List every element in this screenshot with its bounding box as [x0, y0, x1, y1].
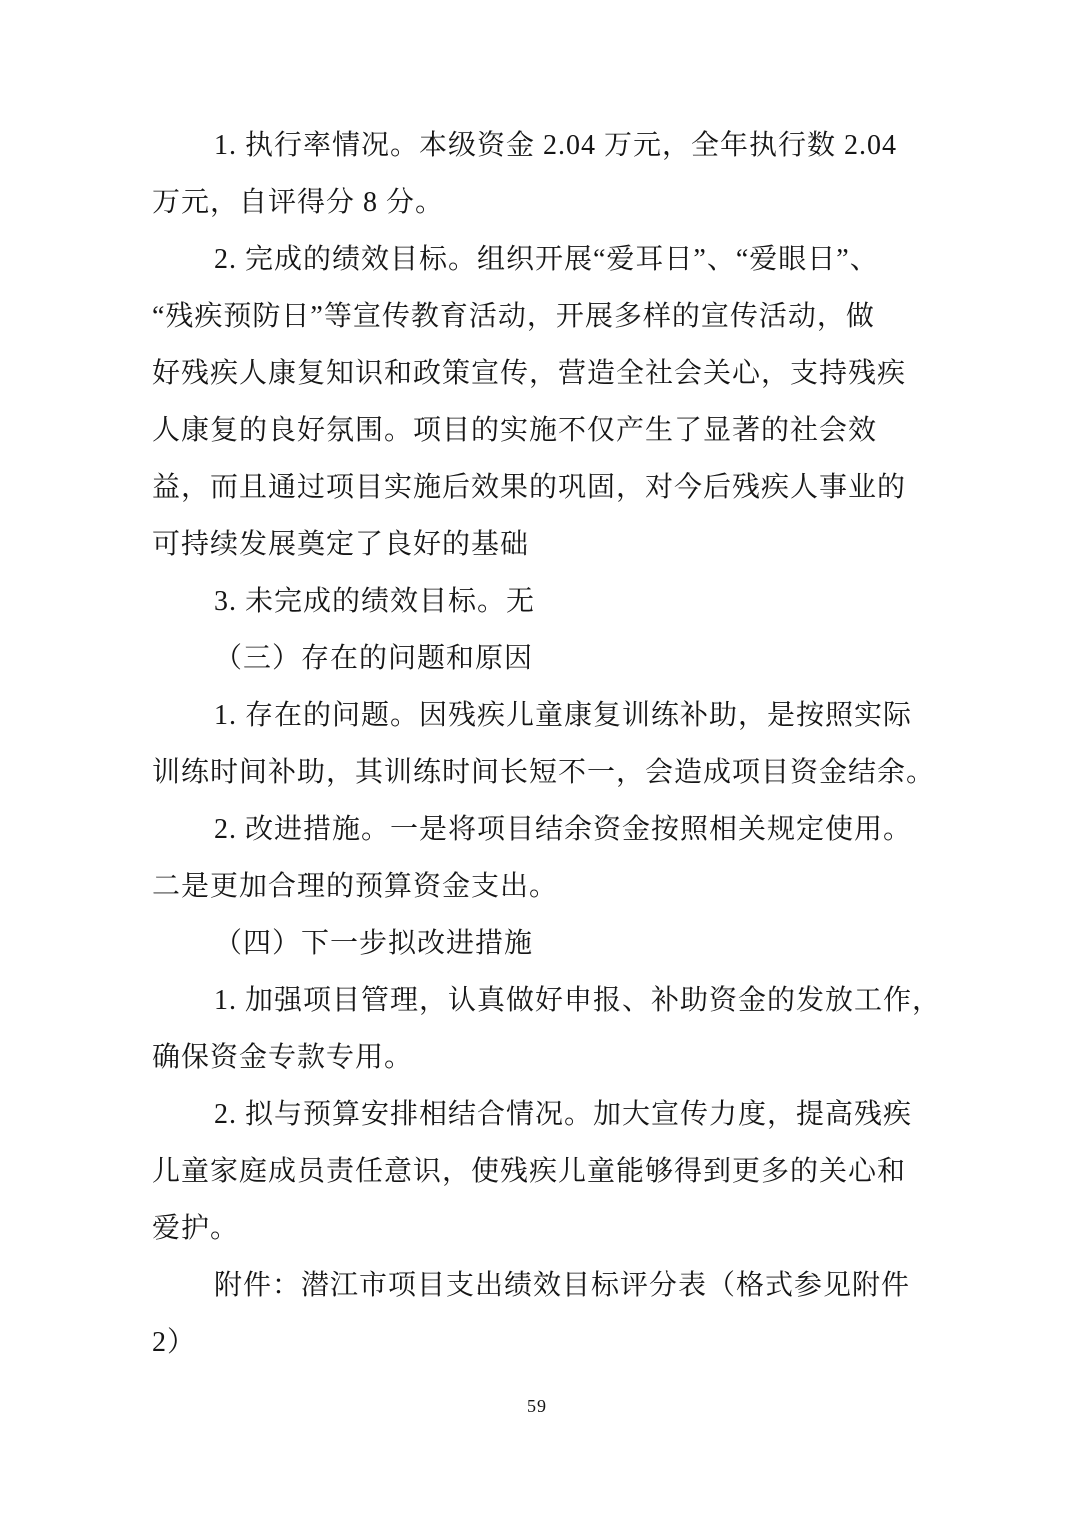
text-line: 1. 加强项目管理，认真做好申报、补助资金的发放工作， [214, 985, 942, 1016]
text-line: 1. 执行率情况。本级资金 2.04 万元，全年执行数 2.04 [214, 130, 898, 161]
text-line: 益，而且通过项目实施后效果的巩固，对今后残疾人事业的 [152, 472, 907, 503]
text-line: 2. 拟与预算安排相结合情况。加大宣传力度，提高残疾 [214, 1099, 913, 1130]
text-line: 爱护。 [152, 1213, 240, 1244]
text-line: 训练时间补助，其训练时间长短不一，会造成项目资金结余。 [152, 757, 936, 788]
text-line: 好残疾人康复知识和政策宣传，营造全社会关心，支持残疾 [152, 358, 907, 389]
attachment-note-line: 2） [152, 1327, 197, 1358]
attachment-note-line: 附件：潜江市项目支出绩效目标评分表（格式参见附件 [214, 1270, 911, 1301]
text-line: 儿童家庭成员责任意识，使残疾儿童能够得到更多的关心和 [152, 1156, 907, 1187]
text-line: 二是更加合理的预算资金支出。 [152, 871, 559, 902]
text-line: 确保资金专款专用。 [152, 1042, 414, 1073]
section-heading-line: （四）下一步拟改进措施 [214, 928, 534, 959]
text-line: 1. 存在的问题。因残疾儿童康复训练补助，是按照实际 [214, 700, 913, 731]
text-line: 3. 未完成的绩效目标。无 [214, 586, 536, 617]
text-line: 万元，自评得分 8 分。 [152, 187, 445, 218]
text-line: 2. 完成的绩效目标。组织开展“爱耳日”、“爱眼日”、 [214, 244, 879, 275]
text-line: “残疾预防日”等宣传教育活动，开展多样的宣传活动，做 [152, 301, 875, 332]
text-line: 2. 改进措施。一是将项目结余资金按照相关规定使用。 [214, 814, 913, 845]
document-body [152, 117, 942, 1371]
text-line: 可持续发展奠定了良好的基础 [152, 529, 530, 560]
section-heading-line: （三）存在的问题和原因 [214, 643, 534, 674]
text-line: 人康复的良好氛围。项目的实施不仅产生了显著的社会效 [152, 415, 878, 446]
page-number: 59 [527, 1396, 547, 1416]
